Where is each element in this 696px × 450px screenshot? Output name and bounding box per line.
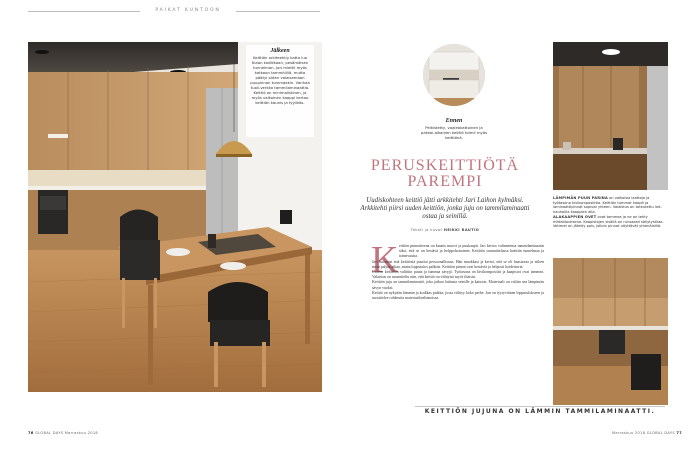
body-paragraph: Jari huomasi että keittiöstä puuttui persoonallisuus. Hän muokkasi ja kertoi, että se oli haastavaa ja siihen meni paljon aikaa, mutta lopputulos palkitsi. Keittiön pinnat ovat kestäviä ja helposti hoidettavia. [372,259,544,269]
page-number-left: 76 [28,431,34,435]
pull-quote: KEITTIÖN JUJUNA ON LÄMMIN TAMMILAMINAATTI. [424,408,656,415]
caption-after-text: Keittiön arkiteehtiy katto luo tilaan kodikkaan, pesämäisen tunnelman. Jari miettii myös katkoon tammitiiliä, mutta päätyi sitten valaisemaan puupinnan tummaakin. Vanhaa tuoli-verkko tammilaminaattia. Keittiö on minimalistinen, ja myös valkoinen kaappi kertoo keittiön kaunis ja tyylikäs. [250,55,310,105]
detail-photo-bottom [553,258,668,405]
drop-cap: K [371,239,399,281]
credits [360,228,530,232]
caption-right-title-1: LÄMPIMÄN PUUN PARINA [553,196,608,200]
section-rule-left [28,11,140,12]
issue-date-left: Marraskuu 2018 [64,431,99,435]
section-rule-right [236,11,320,12]
caption-after [246,45,314,137]
body-text [372,244,544,301]
body-paragraph: Uuteen keittiöön valittiin puuta ja tummia sävyjä. Työtasona on kivikomposiitti ja kaapistot ovat tammea. Valaistus on suunniteltu niin, että keittiö on viihtyisä myös iltaisin. [372,270,544,280]
issue-date-right: Marraskuu 2018 [612,431,646,435]
caption-before [418,117,490,140]
caption-before-text: Pelkistetty, vaaleakattoinen ja pakkoi-aikainen keittiö toimii myös keittiönä. [420,125,488,140]
section-tag: PAIKAT KUNTOON [155,8,221,13]
before-photo [423,44,485,106]
caption-right [553,196,668,229]
body-paragraph: Keittiö on nykyään lämmin ja kodikas paikka, jossa viihtyy koko perhe. Jari on tyytyväinen lopputulokseen ja suosittelee rohkeutta materiaalivalinnoissa. [372,290,544,301]
footer-right [612,431,682,435]
footer-left [28,431,98,435]
credits-author: HEIKKI RAUTIO [443,228,480,232]
body-paragraph: Keittiön juju on tammilaminaatti, joka jatkuu lattiasta seinille ja kattoon. Materiaali on valittu sen lämpimän sävyn vuoksi. [372,280,544,290]
credits-label: Teksti ja kuvat [410,228,443,232]
magazine-name-right: GLOBAL DAYS [646,431,675,435]
pull-quote-rule [415,406,665,407]
caption-after-title: Jälkeen [270,48,290,54]
caption-right-title-2: ALAKAAPPIEN OVET [553,214,597,219]
body-paragraph: eittiön pinnoitteena on kaunis muovi ja puukaapit. Jari kertoo valinneensa tammilaminaatin siksi, että se on kestävä ja helppohoitoinen. Keittiön suunnittelussa haettiin tunnelmaa ja toimivuutta. [399,244,544,259]
magazine-name-left: GLOBAL DAYS [35,431,64,435]
lead-paragraph: Uudiskohteen keittiö jätti arkkitehti Jari Laihon kylmäksi. Arkkitehti piirsi uuden keittiön, jonka juju on tammilaminaatti ostaa ja seinillä. [360,197,530,220]
caption-right-text-2: ovat tammea ja ne on tehty mittatilauksena. Kaapistojen sisällä on runsaasti säilytystilaa. Vetimet on jätetty pois, jolloin pinnat näyttävät yhtenäisiltä. [553,214,664,229]
headline: PERUSKEITTIÖTÄ PAREMPI [370,157,520,190]
caption-before-title: Ennen [445,118,463,124]
caption-right-text-1: on valkoisia laattoja ja työtasona kivikomposiittia. Keittiön tummat kaapit ja laminaattipinnat sopivat yhteen. Valaistus on toteutettu led-nauhoilla kaappien alla. [553,196,662,215]
page-number-right: 77 [676,431,683,435]
detail-photo-top [553,42,668,190]
